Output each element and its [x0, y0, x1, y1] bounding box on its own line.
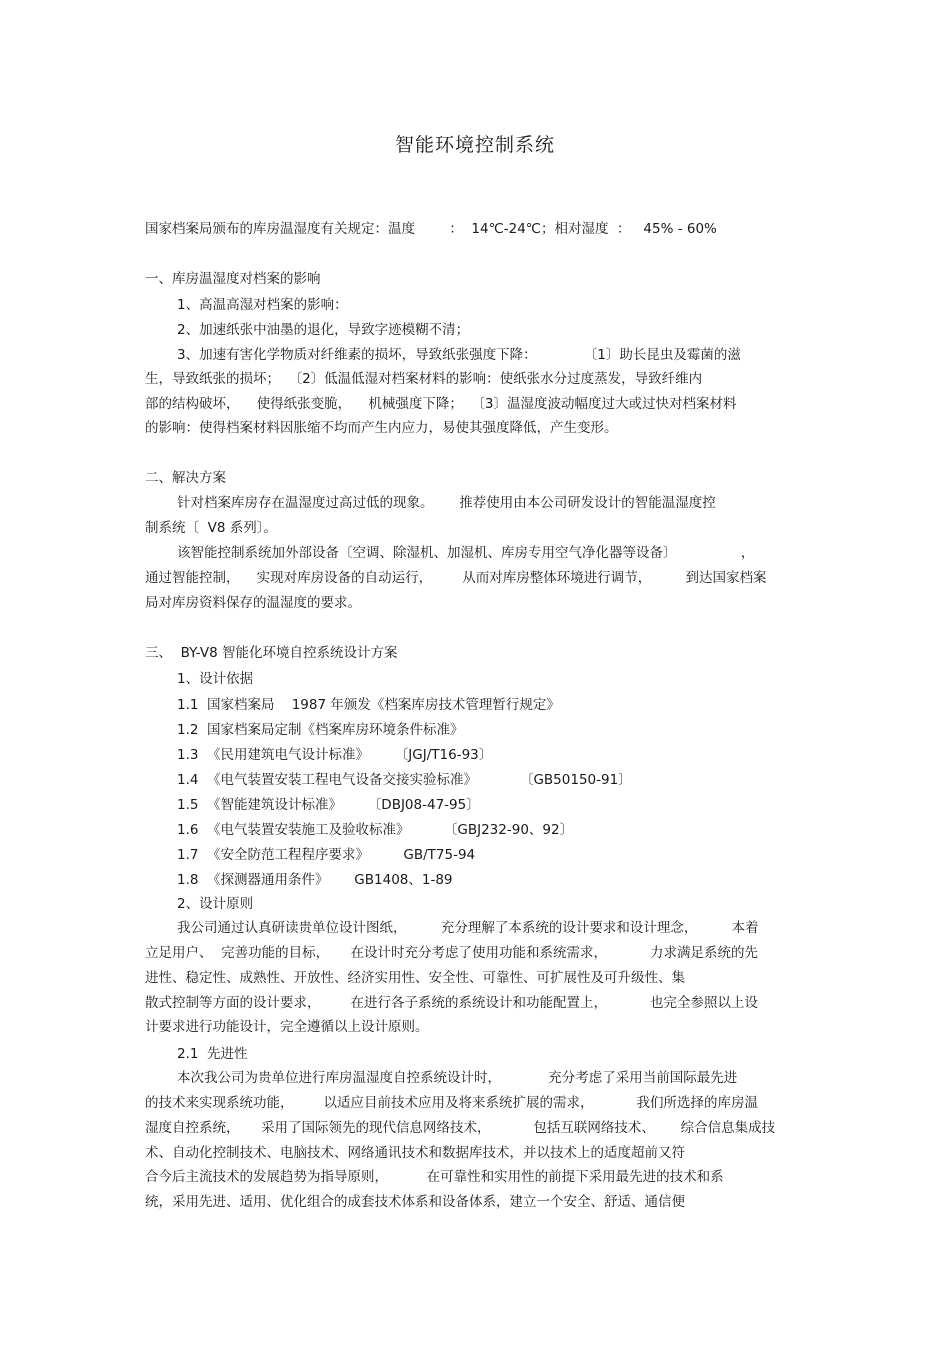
reference-item: 1.3 《民用建筑电气设计标准》 〔JGJ/T16-93〕	[177, 747, 493, 763]
subsection-heading: 2.1 先进性	[177, 1046, 248, 1062]
paragraph-line: 立足用户、 完善功能的目标， 在设计时充分考虑了使用功能和系统需求， 力求满足系统的先	[145, 945, 758, 961]
paragraph-line: 本次我公司为贵单位进行库房温湿度自控系统设计时， 充分考虑了采用当前国际最先进	[177, 1070, 738, 1086]
section-heading-3: 三、 BY-V8 智能化环境自控系统设计方案	[145, 645, 398, 661]
section-heading-2: 二、解决方案	[145, 470, 226, 486]
paragraph-line: 统，采用先进、适用、优化组合的成套技术体系和设备体系，建立一个安全、舒适、通信便	[145, 1194, 685, 1210]
section-heading-1: 一、库房温湿度对档案的影响	[145, 271, 321, 287]
paragraph-line: 部的结构破坏， 使得纸张变脆， 机械强度下降； 〔3〕温湿度波动幅度过大或过快对档案材料	[145, 396, 737, 412]
paragraph-line: 散式控制等方面的设计要求， 在进行各子系统的系统设计和功能配置上， 也完全参照以上设	[145, 995, 758, 1011]
reference-item: 1.2 国家档案局定制《档案库房环境条件标准》	[177, 722, 464, 738]
reference-item: 1.6 《电气装置安装施工及验收标准》 〔GBJ232-90、92〕	[177, 822, 574, 838]
paragraph-line: 计要求进行功能设计，完全遵循以上设计原则。	[145, 1019, 429, 1035]
paragraph-line: 制系统〔 V8 系列〕。	[145, 520, 277, 536]
paragraph-line: 的技术来实现系统功能， 以适应目前技术应用及将来系统扩展的需求， 我们所选择的库房温	[145, 1095, 758, 1111]
document-title: 智能环境控制系统	[394, 134, 555, 156]
paragraph-line: 合今后主流技术的发展趋势为指导原则， 在可靠性和实用性的前提下采用最先进的技术和系	[145, 1169, 724, 1185]
reference-item: 1.5 《智能建筑设计标准》 〔DBJ08-47-95〕	[177, 797, 480, 813]
paragraph-line: 1、高温高湿对档案的影响：	[177, 297, 348, 313]
paragraph-line: 生，导致纸张的损坏； 〔2〕低温低湿对档案材料的影响：使纸张水分过度蒸发，导致纤维内	[145, 371, 703, 387]
paragraph-line: 湿度自控系统， 采用了国际领先的现代信息网络技术， 包括互联网络技术、 综合信息集成技	[145, 1120, 776, 1136]
subsection-heading: 2、设计原则	[177, 896, 254, 912]
paragraph-line: 进性、稳定性、成熟性、开放性、经济实用性、安全性、可靠性、可扩展性及可升级性、集	[145, 970, 685, 986]
paragraph-line: 通过智能控制， 实现对库房设备的自动运行， 从而对库房整体环境进行调节， 到达国家档案	[145, 570, 767, 586]
subsection-heading: 1、设计依据	[177, 671, 254, 687]
paragraph-line: 3、加速有害化学物质对纤维素的损坏，导致纸张强度下降： 〔1〕助长昆虫及霉菌的滋	[177, 347, 741, 363]
regulation-line: 国家档案局颁布的库房温湿度有关规定：温度 ： 14℃-24℃；相对湿度 ： 45% - 60%	[145, 221, 717, 237]
paragraph-line: 2、加速纸张中油墨的退化，导致字迹模糊不清；	[177, 322, 470, 338]
reference-item: 1.4 《电气装置安装工程电气设备交接实验标准》 〔GB50150-91〕	[177, 772, 632, 788]
paragraph-line: 局对库房资料保存的温湿度的要求。	[145, 595, 361, 611]
reference-item: 1.7 《安全防范工程程序要求》 GB/T75-94	[177, 847, 476, 863]
reference-item: 1.8 《探测器通用条件》 GB1408、1-89	[177, 872, 453, 888]
paragraph-line: 的影响：使得档案材料因胀缩不均而产生内应力，易使其强度降低，产生变形。	[145, 420, 618, 436]
paragraph-line: 针对档案库房存在温湿度过高过低的现象。 推荐使用由本公司研发设计的智能温湿度控	[177, 495, 716, 511]
reference-item: 1.1 国家档案局 1987 年颁发《档案库房技术管理暂行规定》	[177, 697, 560, 713]
paragraph-line: 我公司通过认真研读贵单位设计图纸， 充分理解了本系统的设计要求和设计理念， 本着	[177, 920, 759, 936]
paragraph-line: 术、自动化控制技术、电脑技术、网络通讯技术和数据库技术，并以技术上的适度超前又符	[145, 1145, 685, 1161]
paragraph-line: 该智能控制系统加外部设备〔空调、除湿机、加湿机、库房专用空气净化器等设备〕 ，	[177, 545, 755, 561]
